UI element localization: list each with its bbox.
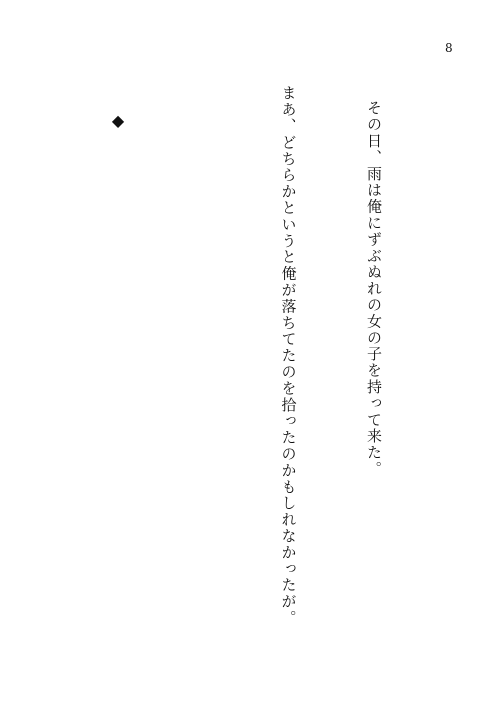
- blank-line: [18, 85, 47, 695]
- text-line-2: まあ、どちらかというと俺が落ちてたのを拾ったのかもしれなかったが。: [279, 85, 298, 627]
- blank-line: [189, 85, 218, 695]
- page-number: 8: [445, 41, 453, 55]
- section-separator-icon: ◆: [108, 110, 128, 131]
- vertical-text-body: [0, 85, 445, 695]
- text-line-1: その日、雨は俺にずぶぬれの女の子を持って来た。: [365, 100, 383, 478]
